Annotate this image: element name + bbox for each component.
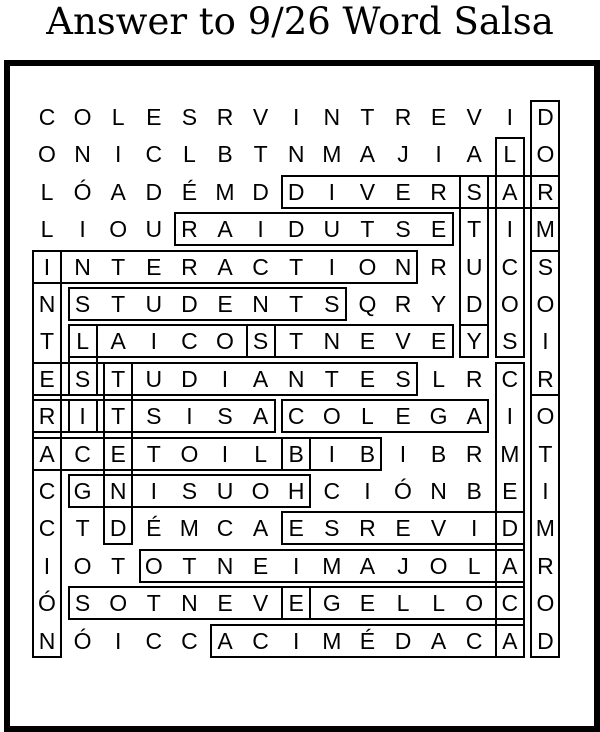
grid-letter: I (79, 403, 86, 430)
grid-letter: C (216, 515, 234, 542)
grid-letter: L (182, 141, 196, 168)
grid-letter: C (74, 440, 91, 467)
grid-letter: S (324, 515, 340, 542)
grid-letter: V (430, 515, 447, 542)
grid-letter: D (109, 515, 127, 542)
grid-letter: I (221, 365, 229, 392)
grid-letter: E (395, 515, 411, 542)
grid-letter: L (76, 328, 89, 355)
grid-letter: V (466, 104, 482, 130)
grid-letter: T (360, 216, 375, 243)
grid-letter: É (359, 627, 376, 654)
grid-letter: I (186, 403, 193, 430)
grid-letter: S (74, 365, 91, 392)
grid-letter: B (466, 478, 482, 504)
grid-letter: I (43, 552, 51, 579)
grid-letter: A (502, 552, 518, 579)
grid-letter: L (432, 590, 445, 617)
grid-letter: I (506, 403, 513, 430)
grid-letter: S (217, 403, 233, 430)
grid-letter: R (181, 253, 198, 280)
grid-letter: L (254, 440, 267, 467)
grid-letter: T (39, 328, 55, 355)
grid-letter: R (537, 552, 554, 579)
grid-letter: D (537, 104, 554, 130)
grid-letter: T (182, 552, 197, 579)
grid-letter: I (292, 104, 300, 130)
grid-letter: E (288, 515, 304, 542)
word-box (246, 324, 276, 358)
word-box (32, 437, 382, 471)
grid-letter: E (395, 178, 411, 205)
grid-letter: E (359, 365, 376, 392)
grid-letter: A (430, 627, 447, 654)
grid-letter: T (289, 328, 304, 355)
grid-letter: J (397, 552, 409, 579)
grid-letter: Y (430, 291, 447, 317)
grid-letter: E (146, 253, 162, 280)
grid-letter: T (324, 365, 339, 392)
grid-letter: M (500, 440, 520, 467)
word-box (68, 586, 312, 620)
grid-letter: B (217, 141, 233, 168)
grid-letter: D (287, 178, 305, 205)
grid-letter: R (465, 365, 483, 392)
grid-letter: C (323, 478, 341, 504)
grid-letter: U (145, 291, 163, 317)
grid-letter: S (181, 478, 198, 504)
grid-letter: M (215, 178, 235, 205)
word-box (68, 324, 98, 395)
grid-letter: S (74, 590, 91, 617)
word-box (281, 586, 525, 620)
grid-letter: U (323, 216, 341, 243)
grid-letter: T (75, 515, 90, 542)
grid-letter: O (536, 291, 555, 317)
grid-letter: E (110, 440, 126, 467)
grid-letter: I (292, 627, 300, 654)
grid-letter: N (430, 478, 447, 504)
grid-letter: C (181, 328, 198, 355)
grid-letter: I (79, 216, 86, 243)
grid-letter: Ó (73, 627, 92, 654)
word-box (530, 250, 560, 658)
grid-letter: T (360, 104, 375, 130)
grid-letter: A (217, 253, 233, 280)
grid-letter: T (253, 141, 268, 168)
word-box (281, 586, 311, 620)
grid-letter: L (360, 403, 374, 430)
grid-letter: U (145, 216, 163, 243)
grid-letter: C (145, 141, 163, 168)
grid-letter: O (109, 590, 128, 617)
grid-letter: O (322, 403, 341, 430)
word-box (68, 399, 98, 433)
grid-letter: S (146, 403, 162, 430)
grid-letter: S (324, 291, 340, 317)
word-box (281, 511, 525, 545)
grid-letter: S (395, 365, 411, 392)
grid-letter: N (323, 104, 341, 130)
word-box (68, 287, 347, 321)
grid-letter: Ó (394, 478, 412, 504)
grid-letter: S (252, 328, 269, 355)
grid-letter: J (397, 141, 409, 168)
grid-letter: S (395, 216, 411, 243)
grid-letter: E (39, 365, 55, 392)
grid-letter: V (395, 328, 411, 355)
grid-letter: E (288, 590, 304, 617)
grid-letter: I (542, 328, 549, 355)
grid-letter: O (536, 403, 555, 430)
grid-letter: I (114, 141, 122, 168)
grid-letter: N (181, 590, 198, 617)
grid-letter: D (394, 627, 412, 654)
grid-letter: A (217, 627, 233, 654)
grid-letter: E (502, 478, 518, 504)
grid-letter: S (466, 178, 482, 205)
grid-letter: C (501, 590, 519, 617)
grid-letter: T (289, 291, 304, 317)
grid-letter: I (150, 478, 157, 504)
grid-letter: N (38, 627, 56, 654)
grid-letter: I (435, 141, 442, 168)
grid-letter: D (181, 291, 198, 317)
grid-letter: R (394, 291, 412, 317)
grid-letter: I (292, 552, 300, 579)
grid-letter: E (217, 291, 233, 317)
grid-letter: I (257, 216, 264, 243)
grid-letter: E (430, 328, 447, 355)
grid-letter: I (399, 440, 407, 467)
grid-letter: R (465, 440, 483, 467)
grid-letter: C (287, 403, 305, 430)
grid-letter: N (323, 328, 341, 355)
grid-letter: O (536, 141, 555, 168)
grid-letter: R (181, 216, 198, 243)
grid-letter: R (216, 104, 234, 130)
word-box (139, 549, 525, 583)
grid-letter: I (150, 328, 157, 355)
grid-letter: N (287, 141, 305, 168)
grid-letter: S (502, 328, 518, 355)
grid-letter: C (252, 253, 269, 280)
word-box (495, 137, 525, 358)
grid-letter: O (144, 552, 163, 579)
grid-letter: C (252, 627, 269, 654)
grid-letter: O (500, 291, 519, 317)
grid-letter: C (38, 478, 56, 504)
grid-letter: D (181, 365, 198, 392)
grid-letter: O (429, 552, 448, 579)
word-box (495, 362, 525, 658)
grid-letter: A (39, 440, 55, 467)
grid-letter: L (467, 552, 481, 579)
grid-letter: A (217, 216, 233, 243)
grid-letter: H (287, 478, 305, 504)
grid-letter: N (252, 291, 269, 317)
grid-letter: E (252, 552, 269, 579)
grid-letter: T (146, 440, 161, 467)
grid-letter: E (146, 104, 162, 130)
grid-letter: D (501, 515, 519, 542)
grid-letter: I (114, 627, 122, 654)
grid-letter: R (430, 178, 447, 205)
word-box (32, 250, 62, 658)
grid-letter: G (73, 478, 92, 504)
grid-letter: T (111, 552, 126, 579)
grid-letter: S (537, 253, 554, 280)
grid-letter: T (111, 365, 126, 392)
grid-letter: N (38, 291, 56, 317)
grid-letter: E (395, 403, 411, 430)
grid-letter: V (252, 104, 269, 130)
grid-letter: D (537, 627, 554, 654)
grid-letter: U (216, 478, 234, 504)
word-box (281, 437, 311, 471)
grid-letter: M (322, 552, 342, 579)
grid-letter: T (538, 440, 553, 467)
word-box (210, 624, 525, 658)
grid-letter: O (180, 440, 199, 467)
word-box (103, 437, 133, 546)
grid-letter: R (394, 104, 412, 130)
grid-letter: G (322, 590, 341, 617)
grid-letter: I (43, 253, 51, 280)
grid-letter: E (359, 590, 376, 617)
grid-letter: O (73, 552, 92, 579)
grid-letter: I (364, 478, 371, 504)
grid-letter: Ó (38, 590, 56, 617)
grid-letter: R (359, 515, 376, 542)
word-box (174, 212, 453, 246)
grid-letter: N (74, 141, 91, 168)
word-box (32, 250, 418, 284)
grid-letter: C (145, 627, 163, 654)
grid-letter: B (288, 440, 304, 467)
grid-letter: O (465, 590, 484, 617)
grid-letter: E (359, 328, 376, 355)
grid-letter: R (430, 253, 447, 280)
grid-letter: M (322, 141, 342, 168)
grid-letter: O (38, 141, 56, 168)
grid-letter: L (432, 365, 445, 392)
grid-letter: I (542, 478, 549, 504)
grid-letter: T (289, 253, 304, 280)
grid-letter: A (502, 627, 518, 654)
grid-letter: O (216, 328, 234, 355)
grid-letter: R (537, 365, 554, 392)
grid-letter: N (287, 365, 305, 392)
grid-letter: I (328, 440, 335, 467)
grid-letter: O (536, 590, 555, 617)
grid-letter: U (465, 253, 483, 280)
grid-letter: A (466, 141, 482, 168)
grid-letter: Y (466, 328, 482, 355)
grid-letter: O (358, 253, 377, 280)
grid-letter: T (146, 590, 161, 617)
grid-letter: T (467, 216, 482, 243)
grid-letter: S (181, 104, 198, 130)
grid-letter: S (74, 291, 91, 317)
grid-letter: G (429, 403, 448, 430)
grid-letter: U (145, 365, 163, 392)
grid-letter: M (179, 515, 199, 542)
grid-letter: C (501, 253, 519, 280)
grid-letter: M (535, 216, 555, 243)
grid-letter: A (110, 178, 126, 205)
word-box (459, 324, 489, 358)
grid-letter: M (535, 515, 555, 542)
grid-letter: L (40, 216, 54, 243)
grid-letter: A (502, 178, 518, 205)
grid-letter: I (470, 515, 478, 542)
grid-letter: T (111, 291, 126, 317)
grid-letter: L (396, 590, 410, 617)
grid-letter: D (145, 178, 163, 205)
grid-letter: V (252, 590, 269, 617)
grid-letter: N (109, 478, 127, 504)
grid-letter: C (38, 515, 56, 542)
grid-letter: D (465, 291, 483, 317)
grid-letter: E (217, 590, 233, 617)
grid-letter: O (251, 478, 270, 504)
grid-letter: C (501, 365, 519, 392)
grid-letter: N (394, 253, 412, 280)
grid-letter: O (73, 104, 92, 130)
grid-letter: I (328, 178, 335, 205)
grid-letter: A (252, 365, 269, 392)
grid-letter: I (506, 104, 513, 130)
grid-letter: C (38, 104, 56, 130)
grid-letter: L (503, 141, 517, 168)
grid-letter: B (430, 440, 447, 467)
grid-letter: N (216, 552, 234, 579)
grid-letter: A (110, 328, 126, 355)
grid-letter: A (466, 403, 482, 430)
word-box (281, 399, 489, 433)
grid-letter: E (430, 216, 447, 243)
grid-letter: L (111, 104, 125, 130)
grid-letter: C (181, 627, 198, 654)
grid-letter: I (221, 440, 229, 467)
grid-letter: C (465, 627, 483, 654)
grid-letter: T (111, 253, 126, 280)
grid-letter: A (359, 552, 376, 579)
grid-letter: R (537, 178, 554, 205)
grid-letter: T (111, 403, 126, 430)
grid-letter: Q (358, 291, 377, 317)
grid-letter: M (322, 627, 342, 654)
grid-letter: E (430, 104, 447, 130)
grid-letter: D (287, 216, 305, 243)
grid-letter: N (74, 253, 91, 280)
grid-letter: É (181, 178, 198, 205)
grid-letter: A (252, 403, 269, 430)
grid-letter: R (38, 403, 56, 430)
grid-letter: D (252, 178, 269, 205)
grid-letter: A (252, 515, 269, 542)
grid-letter: V (359, 178, 376, 205)
grid-letter: I (328, 253, 335, 280)
grid-letter: Ó (73, 178, 92, 205)
grid-letter: O (109, 216, 128, 243)
grid-letter: É (146, 515, 162, 542)
grid-letter: A (359, 141, 376, 168)
grid-letter: B (359, 440, 376, 467)
puzzle-title: Answer to 9/26 Word Salsa (46, 0, 554, 43)
grid-letter: L (40, 178, 54, 205)
grid-letter: I (506, 216, 513, 243)
